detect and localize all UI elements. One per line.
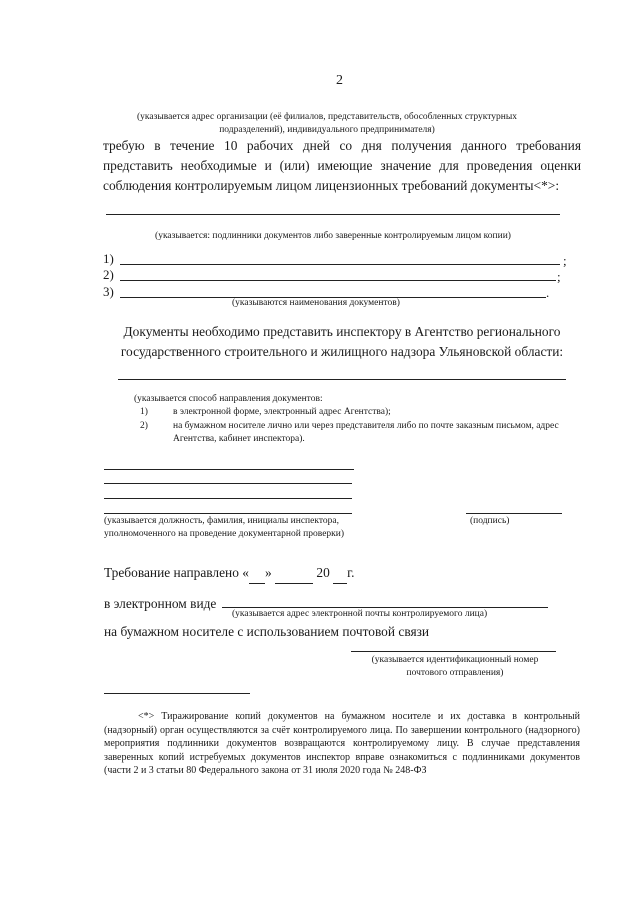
sent-year-prefix: 20 bbox=[316, 565, 330, 580]
doc-line-1 bbox=[120, 264, 560, 265]
sent-prefix: Требование направлено « bbox=[104, 565, 249, 580]
sent-day-blank bbox=[249, 563, 265, 584]
doc-names-caption: (указываются наименования документов) bbox=[232, 298, 400, 308]
submit-line-2: государственного строительного и жилищного надзора Ульяновской области: bbox=[120, 344, 564, 359]
inspector-line-3 bbox=[104, 498, 352, 499]
doc-end-1: ; bbox=[563, 253, 567, 268]
method-item-num-2: 2) bbox=[140, 421, 148, 431]
demand-line-2: представить необходимые и (или) имеющие значение для проведения оценки bbox=[103, 158, 581, 173]
footnote: <*> Тиражирование копий документов на бумажном носителе и их доставка в контрольный (надзорный) орган осуществляются за счёт контролируемого лица. По завершении контрольного (надзорного) мероприятия подлинники документов возвращаются контролируемому лицу. В случае представления заверенных копий истребуемых документов инспектор вправе ознакомиться с подлинниками документов (части 2 и 3 статьи 80 Федерального закона от 31 июля 2020 года № 248-ФЗ bbox=[104, 711, 580, 776]
submit-paragraph bbox=[103, 322, 581, 362]
inspector-line-1 bbox=[104, 469, 354, 470]
inspector-line-2 bbox=[104, 483, 352, 484]
footnote-separator bbox=[104, 693, 250, 694]
doc-line-2 bbox=[120, 280, 556, 281]
doc-num-2: 2) bbox=[103, 267, 114, 282]
doc-num-1: 1) bbox=[103, 251, 114, 266]
electronic-label: в электронном виде bbox=[104, 596, 217, 611]
originals-caption: (указывается: подлинники документов либо заверенные контролируемым лицом копии) bbox=[155, 231, 511, 241]
doc-end-2: ; bbox=[557, 269, 561, 284]
signature-caption: (подпись) bbox=[470, 516, 510, 526]
method-item-text-1: в электронной форме, электронный адрес Агентства); bbox=[173, 407, 391, 417]
sent-close: » bbox=[264, 565, 272, 580]
paper-line bbox=[351, 651, 556, 652]
sent-year-suffix: г. bbox=[347, 565, 355, 580]
method-item-text-2 bbox=[173, 420, 579, 446]
method-item-num-1: 1) bbox=[140, 407, 148, 417]
method-caption: (указывается способ направления документов: bbox=[134, 394, 323, 404]
org-address-caption: (указывается адрес организации (её филиалов, представительств, обособленных структурных подразделений), индивидуального предпринимателя) bbox=[137, 112, 517, 135]
sent-month-blank bbox=[275, 563, 313, 584]
paper-label: на бумажном носителе с использованием почтовой связи bbox=[104, 624, 430, 639]
doc-num-3: 3) bbox=[103, 284, 114, 299]
method-item-text-2-span: на бумажном носителе лично или через представителя либо по почте заказным письмом, адрес Агентства, кабинет инспектора). bbox=[173, 421, 559, 444]
signature-line bbox=[466, 513, 562, 514]
paper-caption: (указывается идентификационный номер почтового отправления) bbox=[371, 655, 539, 678]
demand-paragraph bbox=[103, 136, 581, 196]
doc-end-3: . bbox=[546, 285, 550, 300]
submit-line-1: Документы необходимо представить инспектору в Агентство регионального bbox=[123, 324, 561, 339]
electronic-caption: (указывается адрес электронной почты контролируемого лица) bbox=[232, 609, 488, 619]
sent-line bbox=[104, 563, 354, 584]
sent-year-blank bbox=[333, 563, 347, 584]
inspector-caption: (указывается должность, фамилия, инициалы инспектора, уполномоченного на проведение документарной проверки) bbox=[104, 516, 345, 539]
originals-line bbox=[106, 214, 560, 215]
page-number: 2 bbox=[336, 73, 343, 88]
method-line bbox=[118, 379, 566, 380]
inspector-line-4 bbox=[104, 513, 352, 514]
demand-line-1: требую в течение 10 рабочих дней со дня получения данного требования bbox=[103, 138, 581, 153]
demand-line-3: соблюдения контролируемым лицом лицензионных требований документы<*>: bbox=[103, 178, 560, 193]
